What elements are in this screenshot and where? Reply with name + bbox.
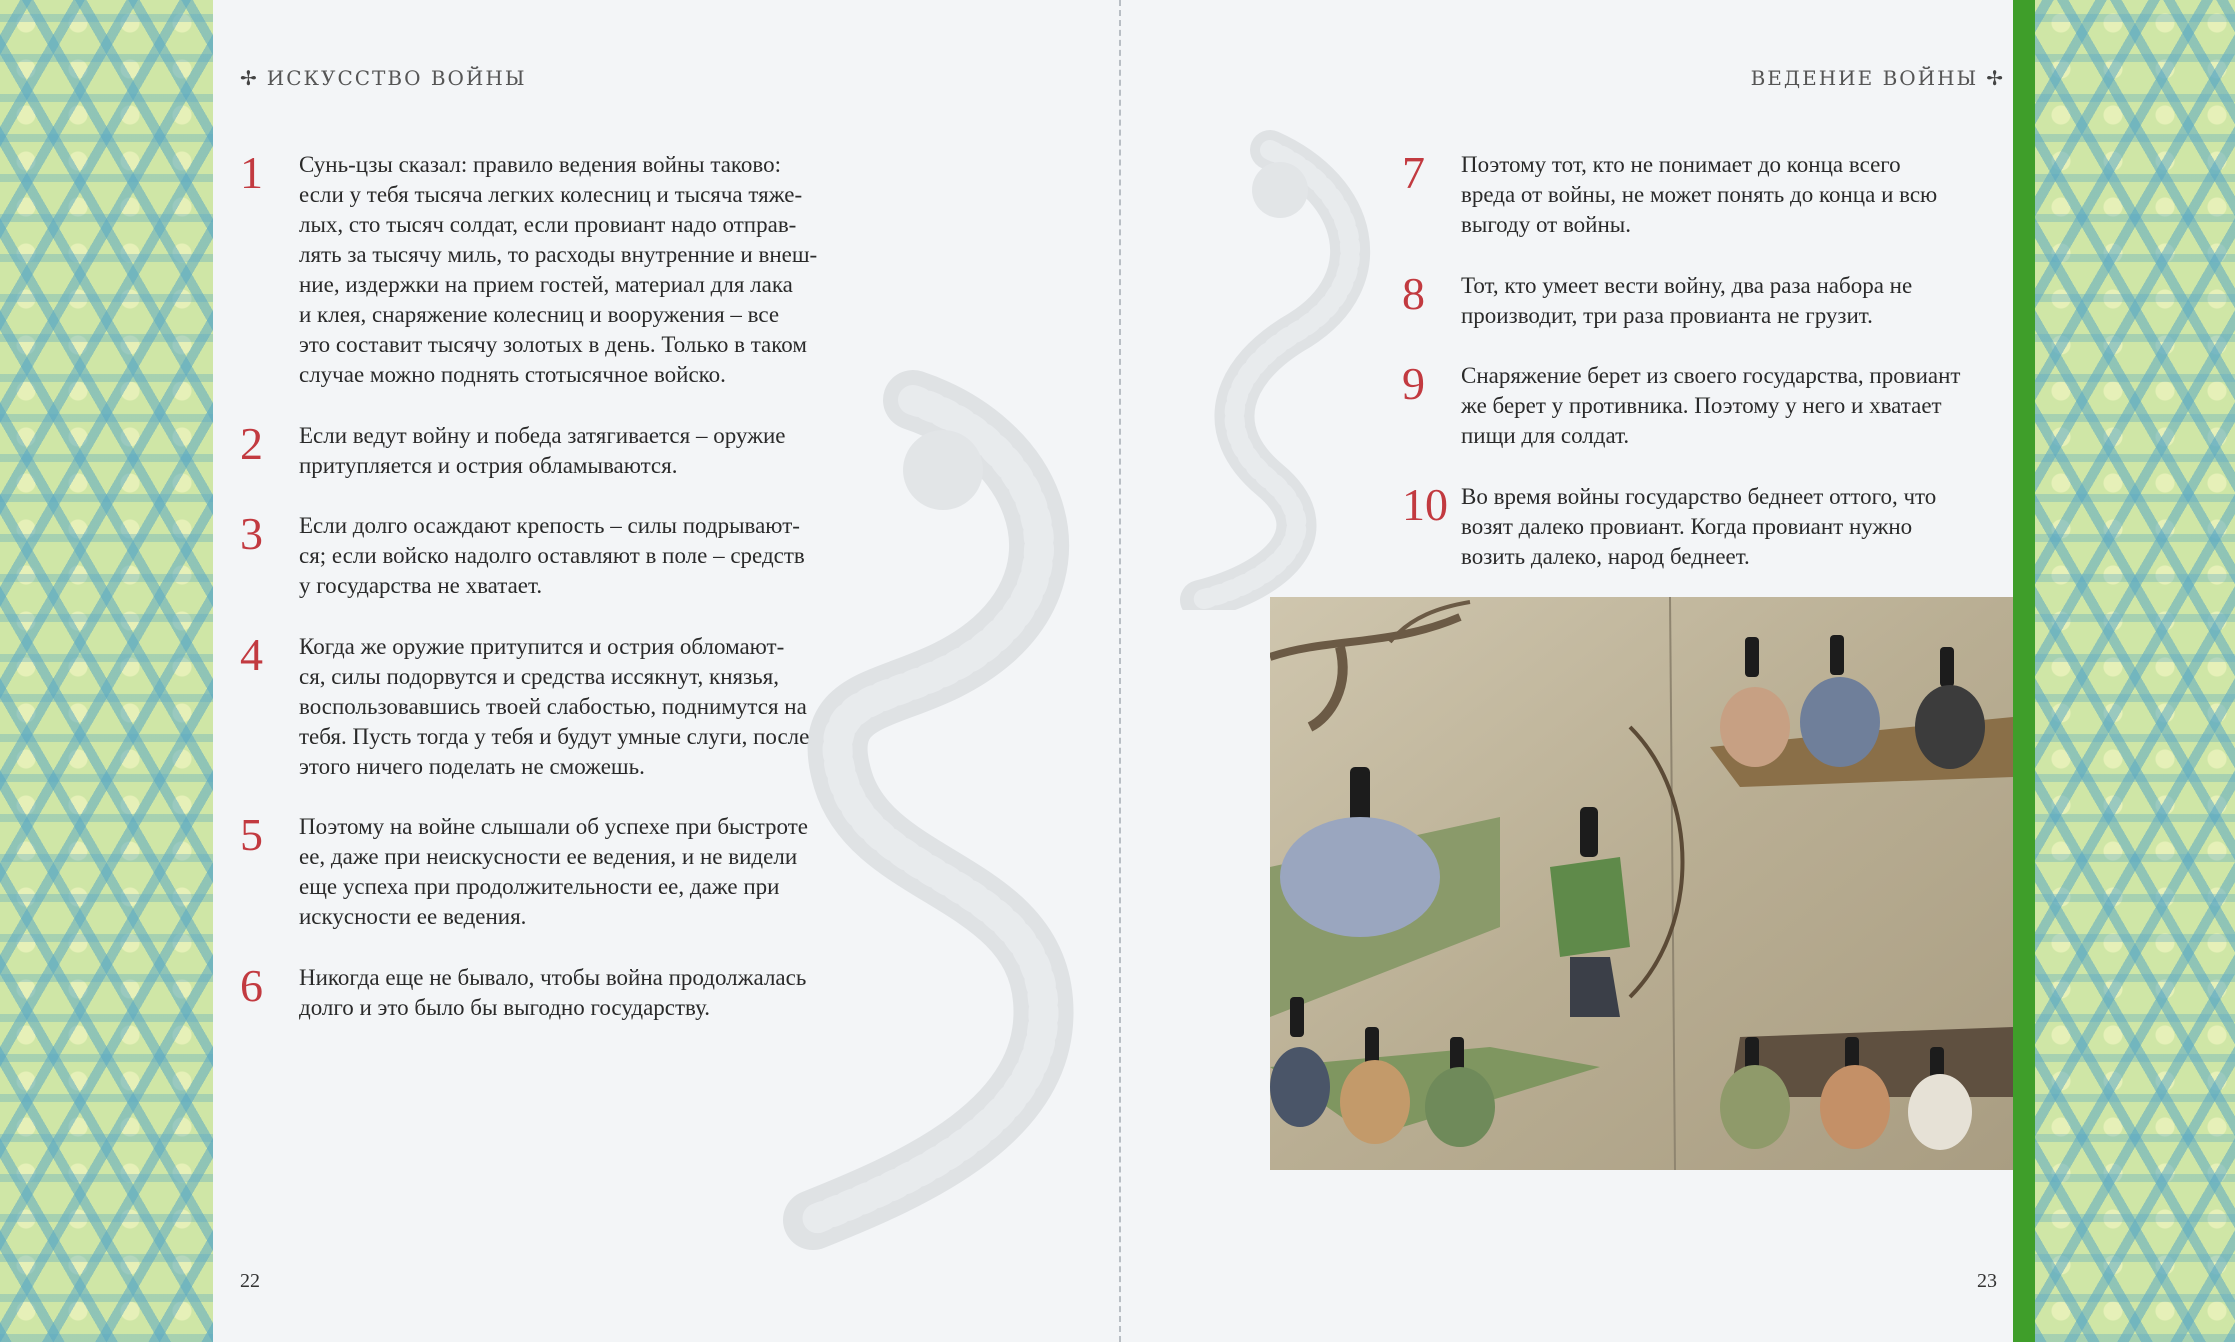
verse-9 bbox=[1402, 358, 2021, 451]
verse-text: Поэтому на войне слышали об успехе при быстроте ее, даже при неискусности ее ведения, и не видели еще успеха при продолжительности ее, даже при искусности ее ведения. bbox=[299, 814, 808, 929]
verse-8 bbox=[1402, 268, 2021, 331]
verse-2 bbox=[240, 418, 859, 481]
running-head-left bbox=[240, 66, 527, 90]
verse-text: Когда же оружие притупится и острия обломают- ся, силы подорвутся и средства иссякнут, князья, воспользовавшись твоей слабостью, поднимутся на тебя. Пусть тогда у тебя и будут умные слуги, после этого ничего поделать не сможешь. bbox=[299, 634, 810, 779]
verse-4 bbox=[240, 629, 859, 782]
verse-number: 9 bbox=[1402, 358, 1425, 409]
verse-1 bbox=[240, 147, 859, 390]
dragon-watermark-right bbox=[1120, 130, 1420, 610]
verse-text: Поэтому тот, кто не понимает до конца всего вреда от войны, не может понять до конца и всю выгоду от войны. bbox=[1461, 152, 1938, 237]
verse-number: 3 bbox=[240, 508, 263, 559]
verse-number: 1 bbox=[240, 147, 263, 198]
page-gutter bbox=[1119, 0, 1121, 1342]
verse-number: 6 bbox=[240, 960, 263, 1011]
verse-text: Если ведут войну и победа затягивается – оружие притупляется и острия обламываются. bbox=[299, 423, 786, 478]
running-head-right bbox=[1751, 66, 2005, 90]
ornament-icon: ✢ bbox=[1986, 66, 2005, 90]
verse-number: 10 bbox=[1402, 479, 1448, 530]
running-head-left-text: ИСКУССТВО ВОЙНЫ bbox=[266, 66, 527, 90]
verse-text: Во время войны государство беднеет оттого, что возят далеко провиант. Когда провиант нужно возить далеко, народ беднеет. bbox=[1461, 484, 1937, 569]
verse-6 bbox=[240, 960, 859, 1023]
verse-text: Снаряжение берет из своего государства, провиант же берет у противника. Поэтому у него и хватает пищи для солдат. bbox=[1461, 363, 1961, 448]
verse-number: 7 bbox=[1402, 147, 1425, 198]
dragon-watermark-left bbox=[613, 360, 1133, 1260]
verse-number: 4 bbox=[240, 629, 263, 680]
verse-text: Тот, кто умеет вести войну, два раза набора не производит, три раза провианта не грузит. bbox=[1461, 273, 1913, 328]
verse-text: Никогда еще не бывало, чтобы война продолжалась долго и это было бы выгодно государству. bbox=[299, 965, 807, 1020]
page-number-left: 22 bbox=[240, 1270, 260, 1292]
verse-text: Если долго осаждают крепость – силы подрывают- ся; если войско надолго оставляют в поле – средств у государства не хватает. bbox=[299, 513, 805, 598]
scroll-painting-image bbox=[1270, 597, 2013, 1170]
verse-7 bbox=[1402, 147, 2021, 240]
verse-3 bbox=[240, 508, 859, 601]
verse-5 bbox=[240, 809, 859, 932]
right-decorative-border bbox=[2035, 0, 2235, 1342]
running-head-right-text: ВЕДЕНИЕ ВОЙНЫ bbox=[1750, 66, 1979, 90]
verse-text: Сунь-цзы сказал: правило ведения войны таково: если у тебя тысяча легких колесниц и тысяча тяже- лых, сто тысяч солдат, если провиант надо отправ- лять за тысячу миль, то расходы внутренние и внеш- ние, издержки на прием гостей, материал для лака и клея, снаряжение колесниц и вооружения – все это составит тысячу золотых в день. Только в таком случае можно поднять стотысячное войско. bbox=[299, 152, 818, 387]
left-decorative-border bbox=[0, 0, 213, 1342]
verse-number: 2 bbox=[240, 418, 263, 469]
archery-scroll-illustration bbox=[1270, 597, 2013, 1170]
verse-number: 8 bbox=[1402, 268, 1425, 319]
page-number-right: 23 bbox=[1977, 1270, 1997, 1292]
verse-10 bbox=[1402, 479, 2021, 572]
ornament-icon: ✢ bbox=[240, 66, 259, 90]
verse-number: 5 bbox=[240, 809, 263, 860]
